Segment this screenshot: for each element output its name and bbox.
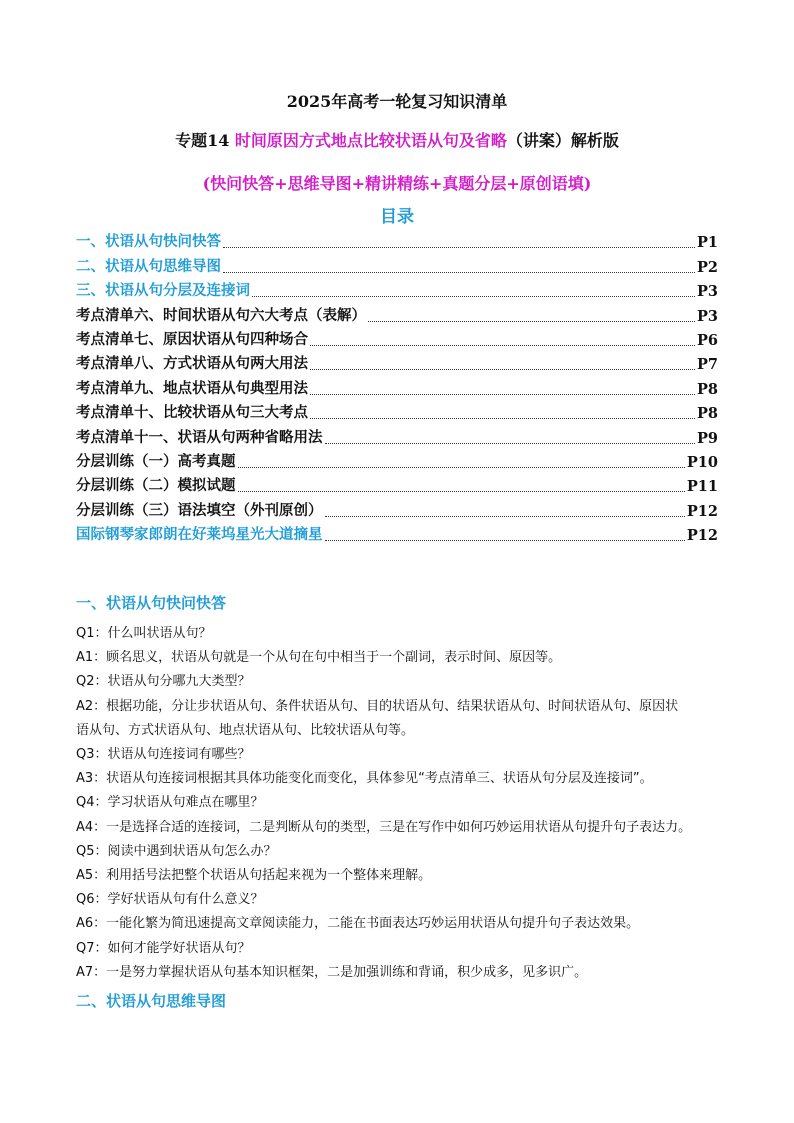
dot-leader (238, 491, 685, 492)
qa-line: Q6：学好状语从句有什么意义？ (76, 892, 264, 908)
qa-line: Q4：学习状语从句难点在哪里？ (76, 795, 264, 811)
subtitle-features: (快问快答+思维导图+精讲精练+真题分层+原创语填) (202, 174, 592, 193)
qa-line: Q5：阅读中遇到状语从句怎么办？ (76, 843, 277, 859)
dot-leader (310, 394, 695, 395)
qa-line: A6：一能化繁为简迅速提高文章阅读能力，二能在书面表达巧妙运用状语从句提升句子表达效果。 (76, 916, 640, 932)
table-of-contents (76, 228, 718, 545)
qa-line: A7：一是努力掌握状语从句基本知识框架，二是加强训练和背诵，积少成多，见多识广。 (76, 964, 588, 980)
qa-line: Q2：状语从句分哪九大类型？ (76, 674, 251, 690)
dot-leader (368, 321, 695, 322)
dot-leader (310, 418, 695, 419)
qa-line: A1：顾名思义，状语从句就是一个从句在句中相当于一个副词，表示时间、原因等。 (76, 650, 562, 666)
toc-item[interactable]: 分层训练（一）高考真题 P10 (76, 452, 718, 471)
toc-item[interactable]: 考点清单六、时间状语从句六大考点（表解） P3 (76, 306, 718, 325)
topic-suffix: （讲案）解析版 (506, 131, 619, 150)
toc-item[interactable]: 三、状语从句分层及连接词 P3 (76, 282, 718, 301)
toc-item[interactable]: 考点清单九、地点状语从句典型用法 P8 (76, 379, 718, 398)
dot-leader (252, 296, 695, 297)
topic-number: 专题14 (175, 131, 235, 150)
section-heading-mindmap: 二、状语从句思维导图 (76, 992, 227, 1010)
dot-leader (223, 272, 695, 273)
qa-line: Q3：状语从句连接词有哪些？ (76, 747, 251, 763)
qa-line: A5：利用括号法把整个状语从句括起来视为一个整体来理解。 (76, 868, 432, 884)
dot-leader (310, 345, 695, 346)
toc-item[interactable]: 考点清单七、原因状语从句四种场合 P6 (76, 330, 718, 349)
toc-item[interactable]: 国际钢琴家郎朗在好莱坞星光大道摘星 P12 (76, 526, 718, 545)
toc-heading: 目录 (380, 207, 414, 227)
qa-line: Q7：如何才能学好状语从句？ (76, 940, 251, 956)
document-title: 2025年高考一轮复习知识清单 (286, 92, 508, 111)
toc-item[interactable]: 分层训练（三）语法填空（外刊原创） P12 (76, 501, 718, 520)
section-heading-qa: 一、状语从句快问快答 (76, 594, 227, 612)
dot-leader (325, 516, 685, 517)
toc-item[interactable]: 二、状语从句思维导图 P2 (76, 257, 718, 276)
topic-name: 时间原因方式地点比较状语从句及省略 (234, 131, 507, 150)
toc-item[interactable]: 考点清单八、方式状语从句两大用法 P7 (76, 355, 718, 374)
toc-item[interactable]: 一、状语从句快问快答 P1 (76, 233, 718, 252)
qa-line: 语从句、方式状语从句、地点状语从句、比较状语从句等。 (76, 722, 415, 738)
qa-section (76, 622, 724, 985)
topic-title (0, 128, 794, 151)
dot-leader (223, 247, 695, 248)
toc-item[interactable]: 分层训练（二）模拟试题 P11 (76, 477, 718, 496)
toc-item[interactable]: 考点清单十、比较状语从句三大考点 P8 (76, 404, 718, 423)
dot-leader (325, 540, 685, 541)
qa-line: A3：状语从句连接词根据其具体功能变化而变化，具体参见“考点清单三、状语从句分层及连接词”。 (76, 771, 653, 787)
dot-leader (238, 467, 685, 468)
dot-leader (310, 369, 695, 370)
toc-item[interactable]: 考点清单十一、状语从句两种省略用法 P9 (76, 428, 718, 447)
qa-line: A4：一是选择合适的连接词，二是判断从句的类型，三是在写作中如何巧妙运用状语从句提升句子表达力。 (76, 819, 692, 835)
qa-line: Q1：什么叫状语从句？ (76, 626, 212, 641)
dot-leader (325, 443, 696, 444)
qa-line: A2：根据功能，分让步状语从句、条件状语从句、目的状语从句、结果状语从句、时间状语从句、原因状 (76, 698, 679, 714)
